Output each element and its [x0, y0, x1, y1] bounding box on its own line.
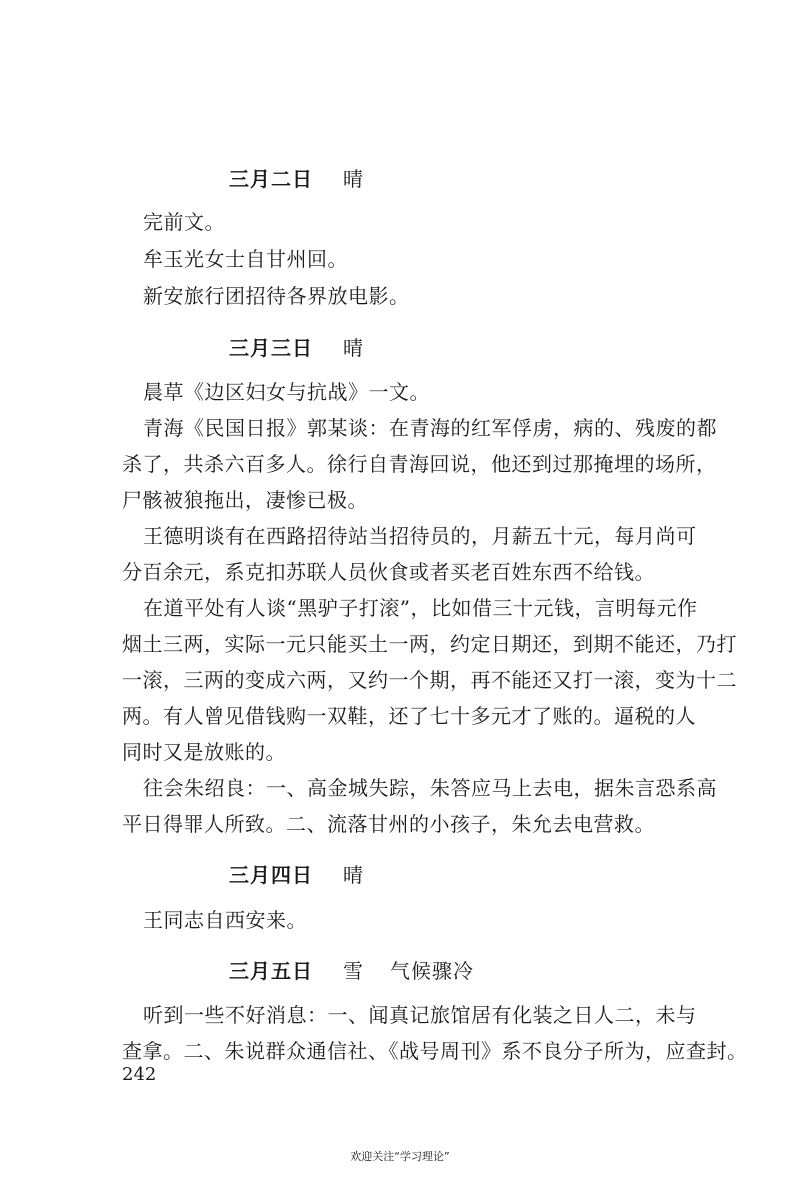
entry-heading-mar3 [229, 332, 364, 361]
text-line: 尸骸被狼拖出，凄惨已极。 [122, 488, 368, 512]
text-line: 一滚，三两的变成六两，又约一个期，再不能还又打一滚，变为十二 [122, 668, 737, 692]
text-line: 杀了，共杀六百多人。徐行自青海回说，他还到过那掩埋的场所， [122, 452, 717, 476]
text-line: 新安旅行团招待各界放电影。 [143, 284, 410, 308]
footer-note: 欢迎关注“学习理论” [350, 1150, 450, 1163]
entry-date: 三月四日 [229, 863, 313, 887]
text-line: 晨草《边区妇女与抗战》一文。 [143, 380, 430, 404]
entry-weather-note: 气候骤冷 [390, 959, 474, 983]
text-line: 青海《民国日报》郭某谈：在青海的红军俘虏，病的、残废的都 [143, 416, 717, 440]
text-line: 分百余元，系克扣苏联人员伙食或者买老百姓东西不给钱。 [122, 560, 655, 584]
entry-weather: 晴 [343, 167, 364, 191]
text-line: 平日得罪人所致。二、流落甘州的小孩子，朱允去电营救。 [122, 812, 655, 836]
entry-date: 三月三日 [229, 336, 313, 360]
text-line: 完前文。 [143, 210, 225, 234]
text-line: 王德明谈有在西路招待站当招待员的，月薪五十元，每月尚可 [143, 524, 697, 548]
entry-heading-mar5 [229, 955, 474, 984]
entry-heading-mar4 [229, 859, 364, 888]
entry-weather: 雪 [343, 959, 364, 983]
text-line: 查拿。二、朱说群众通信社、《战号周刊》系不良分子所为，应查封。 [122, 1039, 748, 1063]
text-line: 两。有人曾见借钱购一双鞋，还了七十多元才了账的。逼税的人 [122, 704, 696, 728]
text-line: 听到一些不好消息：一、闻真记旅馆居有化装之日人二，未与 [143, 1003, 697, 1027]
entry-weather: 晴 [343, 863, 364, 887]
entry-date: 三月五日 [229, 959, 313, 983]
text-line: 牟玉光女士自甘州回。 [143, 247, 348, 271]
entry-weather: 晴 [343, 336, 364, 360]
text-line: 烟土三两，实际一元只能买土一两，约定日期还，到期不能还，乃打 [122, 632, 737, 656]
text-line: 往会朱绍良：一、高金城失踪，朱答应马上去电，据朱言恐系高 [143, 776, 717, 800]
entry-heading-mar2 [229, 163, 364, 192]
text-line: 在道平处有人谈“黑驴子打滚”，比如借三十元钱，言明每元作 [143, 596, 698, 620]
entry-date: 三月二日 [229, 167, 313, 191]
text-line: 同时又是放账的。 [122, 740, 286, 764]
page-number: 242 [122, 1064, 157, 1085]
text-line: 王同志自西安来。 [143, 908, 307, 932]
